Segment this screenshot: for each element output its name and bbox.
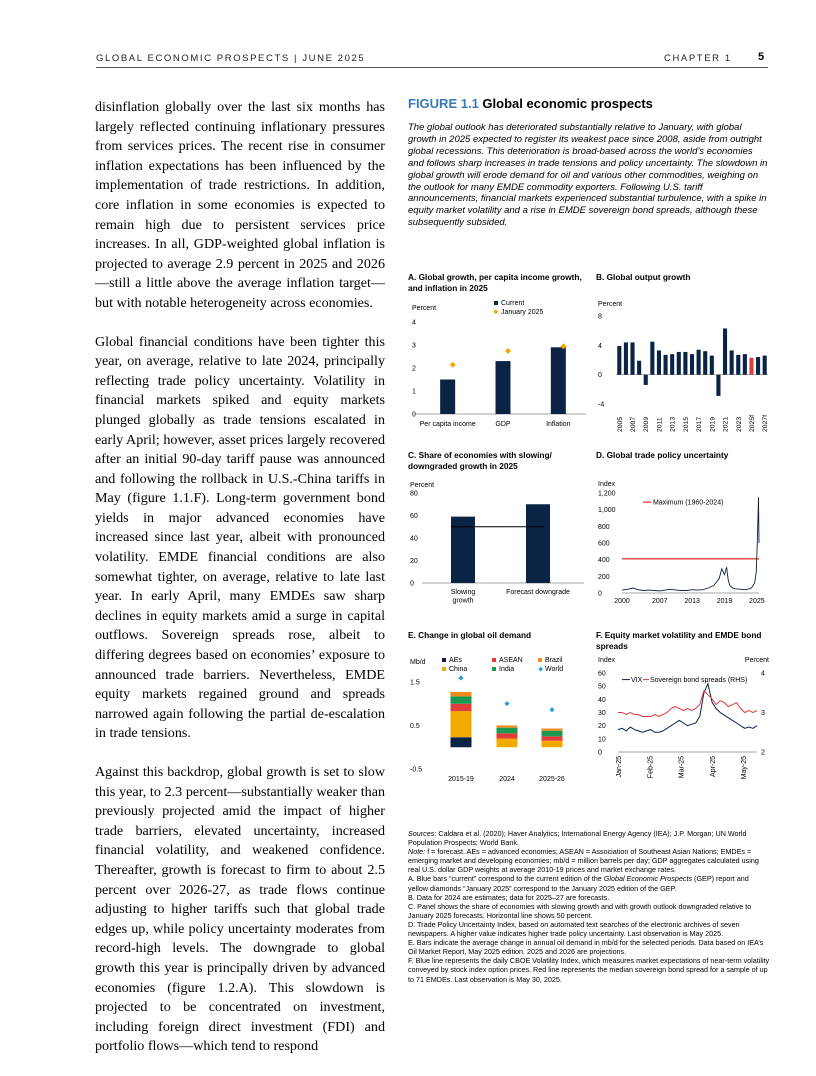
legend-swatch	[492, 667, 496, 671]
bar	[763, 356, 767, 375]
y-tick-label: 400	[598, 557, 610, 565]
x-tick-label: 2015-19	[448, 776, 474, 783]
stacked-bar-segment	[497, 728, 518, 734]
x-tick-label: Slowing	[450, 589, 476, 596]
header-rule	[96, 67, 768, 68]
stacked-bar-segment	[542, 741, 563, 748]
x-tick-label: Mar-25	[678, 756, 686, 779]
panel-a-title: A. Global growth, per capita income growth, and inflation in 2025	[408, 272, 582, 293]
y-axis-label: Index	[598, 481, 616, 488]
x-tick-label: 2015	[682, 416, 690, 432]
y-tick-label: 60	[598, 670, 606, 678]
series-line	[618, 684, 757, 733]
body-paragraph: Global financial conditions have been tighter this year, on average, relative to late 2024, principally reflecting trade policy uncertainty. Volatility in financial markets spiked and equity markets plunged globally as trade tensions escalated in early April; however, asset prices largely recovered after an initial 90-day tariff pause was announced and following the rollback in U.S.-China tariffs in May (figure 1.1.F). Long-term government bond yields in major advanced economies have increased since last year, albeit with pronounced volatility. EMDE financial conditions are also somewhat tighter, on average, relative to late last year. In early April, many EMDEs saw sharp declines in equity markets amid a surge in capital outflows. Sovereign spreads rose, albeit to differing degrees based on economies’ exposure to announced trade barriers. Nevertheless, EMDE equity markets regained ground and spreads narrowed again following the partial de-escalation in trade tensions.	[95, 333, 385, 742]
x-tick-label: Feb-25	[647, 756, 655, 779]
y-tick-label: 8	[598, 313, 602, 321]
x-tick-label: 2025	[749, 598, 765, 605]
x-tick-label: growth	[452, 597, 474, 605]
note-text: f = forecast. AEs = advanced economies; ASEAN = Association of Southeast Asian Nations; EMDEs = emerging market and developing economies; mb/d = million barrels per day; GDP aggregates calculated using real U.S. dollar GDP weights at average 2010-19 prices and market exchange rates.	[408, 847, 759, 875]
legend-label: VIX	[631, 677, 643, 685]
y-axis-label: Percent	[412, 305, 437, 312]
sources-label: Sources:	[408, 829, 437, 838]
figure-notes	[408, 829, 770, 984]
bar	[526, 504, 550, 583]
note-d: D. Trade Policy Uncertainty Index, based on automated text searches of the electronic archives of seven newspapers. A higher value indicates higher trade policy uncertainty. Last observation is May 2025.	[408, 919, 740, 939]
world-marker	[504, 701, 509, 706]
stacked-bar-segment	[451, 711, 472, 737]
note-b: B. Data for 2024 are estimates; data for 2025–27 are forecasts.	[408, 892, 610, 902]
legend-label: Maximum (1960-2024)	[653, 499, 724, 507]
y-tick-label: 200	[598, 573, 610, 581]
marker	[505, 348, 511, 354]
x-tick-label: 2025-26	[539, 776, 565, 783]
y-tick-label: 800	[598, 523, 610, 531]
chart-e	[408, 652, 588, 787]
chart-c	[408, 476, 588, 610]
x-tick-label: 2011	[656, 417, 664, 432]
stacked-bar-segment	[451, 692, 472, 696]
note-e: E. Bars indicate the average change in annual oil demand in mb/d for the selected periods. Data based on IEA’s Oil Market Report, May 2025 edition. 2025 and 2026 are projections.	[408, 938, 764, 957]
legend-label: ASEAN	[499, 657, 523, 664]
x-tick-label: 2019	[709, 416, 717, 432]
x-tick-label: 2009	[643, 416, 651, 432]
x-tick-label: Forecast downgrade	[506, 589, 570, 596]
figure-title	[408, 96, 653, 111]
x-tick-label: 2017	[696, 416, 704, 432]
legend-label: India	[499, 666, 515, 673]
x-tick-label: 2013	[684, 598, 700, 605]
bar	[644, 375, 648, 385]
stacked-bar-segment	[451, 704, 472, 711]
y-axis-label-right: Percent	[744, 657, 769, 664]
legend-label: China	[449, 666, 468, 673]
note-a-text: A. Blue bars “current” correspond to the current edition of the	[408, 874, 604, 884]
bar	[716, 375, 720, 396]
body-paragraph: Against this backdrop, global growth is set to slow this year, to 2.3 percent—substantially weaker than previously projected amid the impact of higher trade barriers, elevated uncertainty, increased financial volatility, and weakened confidence. Thereafter, growth is forecast to firm to about 2.5 percent over 2026-27, as trade flows continue adjusting to higher tariffs such that global trade edges up, while policy uncertainty moderates from record-high levels. The downgrade to global growth this year is principally driven by advanced economies (figure 1.2.A). This slowdown is projected to be concentrated on investment, including foreign direct investment (FDI) and portfolio flows—which tend to respond	[95, 764, 385, 1055]
x-tick-label: 2021	[722, 416, 730, 432]
bar	[703, 351, 707, 374]
bar	[624, 342, 628, 374]
y-axis-label: Percent	[410, 482, 435, 489]
note-a-text-end: (GEP) report and yellow diamonds “January 2025” correspond to the January 2025 edition of the GEP.	[408, 874, 749, 893]
note-a-emphasis: Global Economic Prospects	[603, 874, 693, 884]
x-tick-label: Per capita income	[419, 421, 476, 428]
bar	[664, 355, 668, 375]
running-header: GLOBAL ECONOMIC PROSPECTS | JUNE 2025	[96, 53, 366, 64]
stacked-bar-segment	[451, 737, 472, 747]
y-axis-label: Percent	[598, 301, 623, 308]
legend-swatch	[493, 309, 498, 314]
sources-text: Caldara et al. (2020); Haver Analytics; International Energy Agency (IEA); J.P. Morgan; UN World Population Prospects; World Bank.	[408, 829, 747, 848]
y-tick-label: 0	[412, 411, 416, 419]
y-tick-label: 0	[410, 580, 414, 588]
stacked-bar-segment	[542, 731, 563, 737]
x-tick-label: 2027f	[762, 414, 770, 432]
stacked-bar-segment	[497, 726, 518, 728]
panel-f-title: F. Equity market volatility and EMDE bond spreads	[596, 630, 762, 651]
y-tick-label: 0	[598, 749, 602, 757]
body-text-column	[95, 98, 385, 1076]
y-tick-label: 50	[598, 683, 606, 691]
figure-number: FIGURE 1.1	[408, 96, 479, 111]
world-marker	[458, 675, 463, 680]
legend-label: World	[545, 666, 564, 673]
x-tick-label: 2000	[614, 598, 630, 605]
bar	[749, 358, 753, 375]
y-tick-label: 4	[598, 342, 602, 350]
stacked-bar-segment	[497, 733, 518, 738]
series-line	[618, 691, 757, 717]
marker	[450, 362, 456, 368]
stacked-bar-segment	[542, 729, 563, 731]
bar	[677, 352, 681, 375]
y-tick-label-right: 4	[761, 670, 765, 678]
panel-c-title: C. Share of economies with slowing/ downgraded growth in 2025	[408, 450, 552, 471]
x-tick-label: 2005	[616, 416, 624, 432]
legend-swatch	[538, 667, 543, 672]
chart-a	[408, 298, 588, 432]
y-tick-label: 10	[598, 736, 606, 744]
panel-b-title: B. Global output growth	[596, 272, 691, 282]
bar	[496, 361, 511, 414]
chart-f	[596, 652, 771, 792]
legend-swatch	[442, 658, 446, 662]
x-tick-label: May-25	[741, 756, 748, 780]
x-tick-label: 2025f	[748, 414, 756, 432]
y-tick-label-right: 3	[761, 710, 765, 717]
panel-e-title: E. Change in global oil demand	[408, 630, 532, 640]
y-tick-label: 1	[412, 388, 416, 396]
note-a	[408, 874, 770, 892]
y-tick-label: 0.5	[410, 723, 420, 730]
y-tick-label: 1,000	[598, 507, 616, 515]
x-tick-label: 2019	[716, 598, 733, 605]
stacked-bar-segment	[497, 739, 518, 748]
y-tick-label: 3	[412, 342, 416, 350]
figure-title-text: Global economic prospects	[482, 96, 653, 111]
body-paragraph: disinflation globally over the last six months has largely reflected continuing inflationary pressures from services prices. The recent rise in consumer inflation expectations has been influenced by the implementation of trade restrictions. In addition, core inflation in some economies is expected to remain high due to persistent services price increases. In all, GDP-weighted global inflation is projected to average 2.9 percent in 2025 and 2026—still a little above the average inflation target—but with notable heterogeneity across economies.	[95, 99, 385, 311]
bar	[743, 354, 747, 375]
y-axis-label: Mb/d	[410, 659, 426, 666]
y-tick-label: 80	[410, 490, 418, 498]
x-tick-label: 2024	[499, 776, 515, 783]
x-tick-label: 2013	[669, 416, 677, 432]
legend-swatch	[538, 658, 542, 662]
x-tick-label: 2007	[630, 416, 638, 432]
y-tick-label: 1,200	[598, 490, 616, 498]
stacked-bar-segment	[542, 736, 563, 740]
x-tick-label: 2023	[735, 416, 743, 432]
x-tick-label: Apr-25	[709, 756, 717, 778]
x-tick-label: 2007	[651, 598, 668, 605]
y-tick-label: 60	[410, 513, 418, 520]
legend-label: Current	[501, 300, 525, 307]
y-tick-label-right: 2	[761, 749, 765, 757]
chapter-label: CHAPTER 1	[664, 53, 732, 64]
panel-d-title: D. Global trade policy uncertainty	[596, 450, 729, 460]
note-label: Note:	[408, 847, 426, 857]
x-tick-label: GDP	[495, 421, 511, 428]
y-tick-label: 2	[412, 365, 416, 373]
legend-label: Sovereign bond spreads (RHS)	[650, 677, 748, 685]
y-tick-label: 30	[598, 710, 606, 717]
bar	[657, 350, 661, 374]
bar	[756, 357, 760, 375]
y-tick-label: 1.5	[410, 679, 420, 687]
y-tick-label: -4	[598, 401, 605, 409]
tpu-line	[622, 497, 759, 591]
bar	[637, 361, 641, 375]
legend-label: Brazil	[545, 657, 563, 664]
y-tick-label: 40	[598, 696, 606, 704]
sources-line	[408, 829, 770, 847]
y-tick-label: 4	[412, 319, 416, 327]
y-tick-label: 40	[410, 535, 418, 543]
world-marker	[549, 707, 554, 712]
figure-intro: The global outlook has deteriorated substantially relative to January, with global growth in 2025 expected to register its weakest pace since 2008, aside from outright global recessions. This deterioration is broad-based across the world’s economies and follows sharp increases in trade tensions and policy uncertainty. The slowdown in global growth will erode demand for oil and various other commodities, weighing on the outlook for many EMDE commodity exporters. Following U.S. tariff announcements, financial markets experienced substantial turbulence, with a spike in equity market volatility and a rise in EMDE sovereign bond spreads, although these subsequently subsided.	[408, 122, 768, 229]
legend-label: January 2025	[501, 309, 544, 316]
bar	[440, 380, 455, 415]
x-tick-label: Inflation	[546, 421, 571, 428]
note-f: F. Blue line represents the daily CBOE Volatility Index, which measures market expectations of near-term volatility conveyed by stock index option prices. Red line represents the median sovereign bond spread for a sample of up to 71 EMDEs. Last observation is May 30, 2025.	[408, 956, 770, 984]
bar	[683, 352, 687, 375]
bar	[710, 356, 714, 375]
legend-swatch	[494, 301, 498, 305]
stacked-bar-segment	[451, 696, 472, 703]
y-tick-label: 600	[598, 540, 610, 548]
bar	[551, 347, 566, 414]
y-axis-label: Index	[598, 657, 616, 664]
bar	[723, 328, 727, 374]
note-line	[408, 847, 770, 874]
legend-swatch	[442, 667, 446, 671]
y-tick-label: -0.5	[410, 766, 423, 774]
x-tick-label: Jan-25	[616, 756, 623, 778]
y-tick-label: 0	[598, 372, 602, 380]
legend-swatch	[492, 658, 496, 662]
legend-label: AEs	[449, 657, 462, 664]
y-tick-label: 20	[598, 723, 606, 731]
bar	[617, 346, 621, 375]
chart-b	[596, 298, 771, 432]
chart-d	[596, 476, 771, 610]
bar	[670, 354, 674, 375]
note-c: C. Panel shows the share of economies with slowing growth and with growth outlook downgraded relative to January 2025 forecasts. Horizontal line shows 50 percent.	[408, 901, 752, 920]
bar	[630, 342, 634, 374]
y-tick-label: 20	[410, 558, 418, 565]
y-tick-label: 0	[598, 590, 602, 598]
bar	[650, 342, 654, 375]
bar	[736, 355, 740, 375]
page-number: 5	[758, 51, 765, 63]
bar	[730, 350, 734, 374]
bar	[697, 350, 701, 375]
bar	[690, 354, 694, 375]
